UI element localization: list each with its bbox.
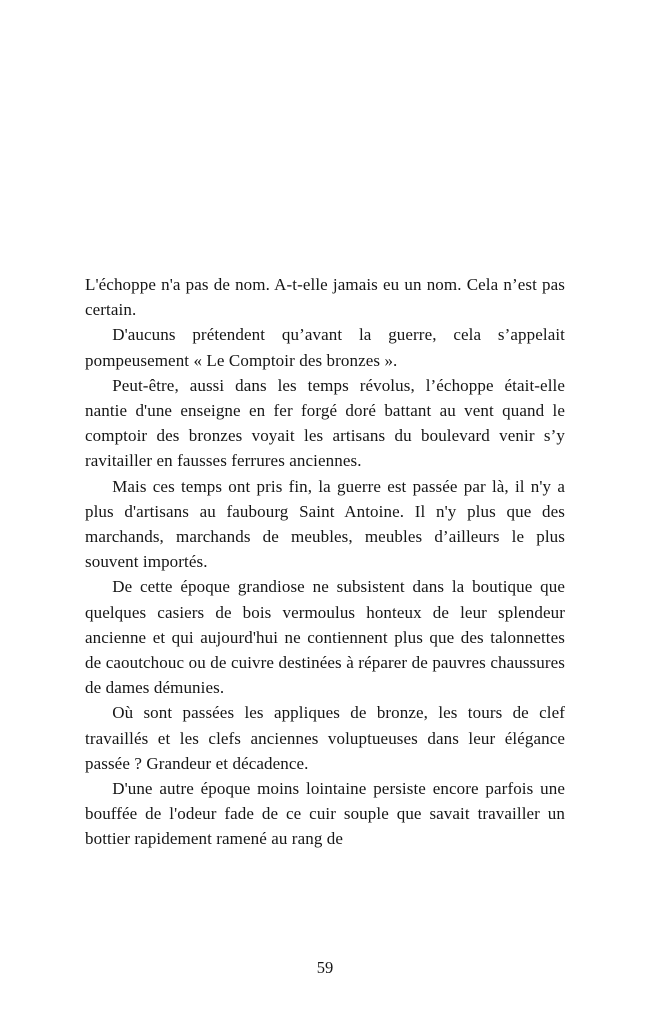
paragraph-1: L'échoppe n'a pas de nom. A-t-elle jamais eu un nom. Cela n’est pas certain. [85, 275, 565, 320]
page-text-block [85, 272, 565, 852]
paragraph-7: D'une autre époque moins lointaine persiste encore parfois une bouffée de l'odeur fade de ce cuir souple que savait travailler un bottier rapidement ramené au rang de [85, 779, 565, 849]
paragraph-5: De cette époque grandiose ne subsistent dans la boutique que quelques casiers de bois vermoulus honteux de leur splendeur ancienne et qui aujourd'hui ne contiennent plus que des talonnettes de caoutchouc ou de cuivre destinées à réparer de pauvres chaussures de dames démunies. [85, 577, 565, 698]
paragraph-4: Mais ces temps ont pris fin, la guerre est passée par là, il n'y a plus d'artisans au faubourg Saint Antoine. Il n'y plus que des marchands, marchands de meubles, meubles d’ailleurs le plus souvent importés. [85, 476, 565, 572]
page-number: 59 [316, 958, 334, 977]
paragraph-3: Peut-être, aussi dans les temps révolus, l’échoppe était-elle nantie d'une enseigne en fer forgé doré battant au vent quand le comptoir des bronzes voyait les artisans du boulevard venir s’y ravitailler en fausses ferrures anciennes. [85, 375, 565, 471]
paragraph-6: Où sont passées les appliques de bronze, les tours de clef travaillés et les clefs anciennes voluptueuses dans leur élégance passée ? Grandeur et décadence. [85, 703, 565, 773]
paragraph-2: D'aucuns prétendent qu’avant la guerre, cela s’appelait pompeusement « Le Comptoir des bronzes ». [85, 325, 565, 370]
